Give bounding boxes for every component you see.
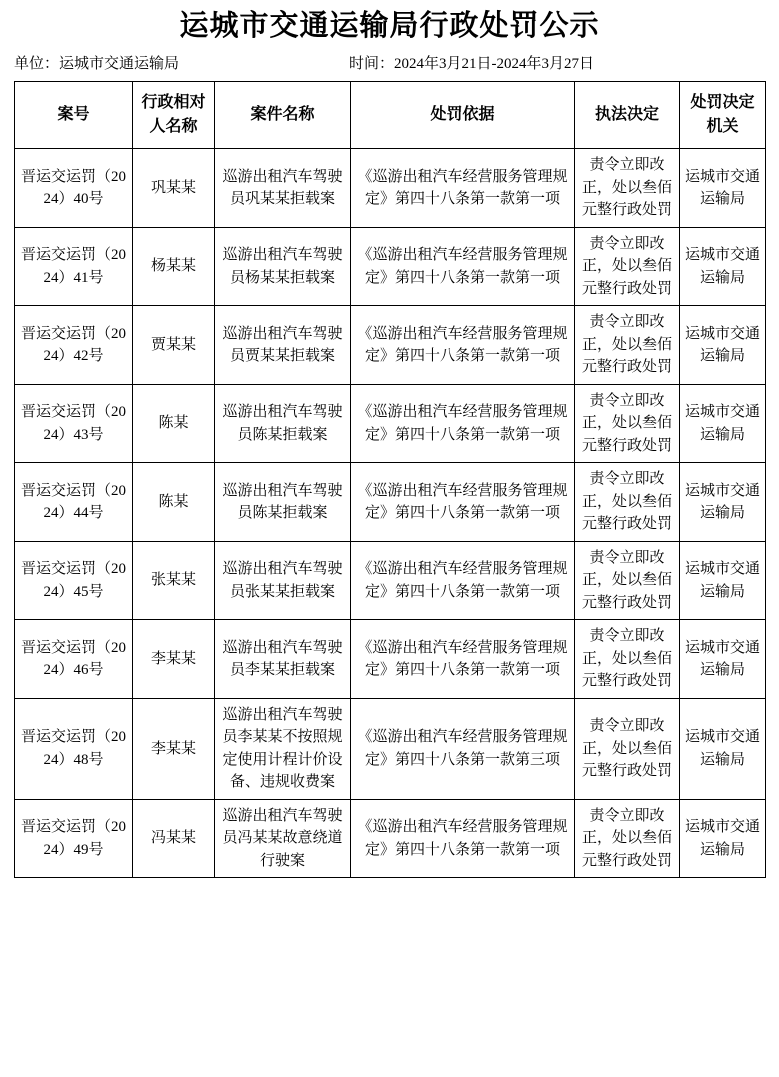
cell-decision: 责令立即改正，处以叁佰元整行政处罚: [575, 384, 680, 463]
table-row: [15, 149, 766, 228]
cell-basis: 《巡游出租汽车经营服务管理规定》第四十八条第一款第一项: [351, 306, 575, 385]
column-header-decision: 执法决定: [575, 82, 680, 149]
cell-case-name: 巡游出租汽车驾驶员陈某拒载案: [215, 384, 351, 463]
cell-basis: 《巡游出租汽车经营服务管理规定》第四十八条第一款第一项: [351, 799, 575, 878]
cell-case-no: 晋运交运罚（2024）48号: [15, 698, 133, 799]
column-header-basis: 处罚依据: [351, 82, 575, 149]
cell-case-name: 巡游出租汽车驾驶员冯某某故意绕道行驶案: [215, 799, 351, 878]
cell-org: 运城市交通运输局: [680, 799, 766, 878]
column-header-person: 行政相对人名称: [133, 82, 215, 149]
cell-basis: 《巡游出租汽车经营服务管理规定》第四十八条第一款第一项: [351, 463, 575, 542]
cell-decision: 责令立即改正，处以叁佰元整行政处罚: [575, 799, 680, 878]
cell-decision: 责令立即改正，处以叁佰元整行政处罚: [575, 149, 680, 228]
cell-org: 运城市交通运输局: [680, 620, 766, 699]
table-row: [15, 306, 766, 385]
table-header: [15, 82, 766, 149]
cell-case-name: 巡游出租汽车驾驶员李某某不按照规定使用计程计价设备、违规收费案: [215, 698, 351, 799]
cell-case-name: 巡游出租汽车驾驶员张某某拒载案: [215, 541, 351, 620]
cell-org: 运城市交通运输局: [680, 306, 766, 385]
cell-person: 贾某某: [133, 306, 215, 385]
cell-basis: 《巡游出租汽车经营服务管理规定》第四十八条第一款第三项: [351, 698, 575, 799]
cell-basis: 《巡游出租汽车经营服务管理规定》第四十八条第一款第一项: [351, 384, 575, 463]
cell-decision: 责令立即改正，处以叁佰元整行政处罚: [575, 698, 680, 799]
table-row: [15, 463, 766, 542]
table-header-row: [15, 82, 766, 149]
penalty-table: [14, 81, 766, 878]
table-body: [15, 149, 766, 878]
meta-unit: 单位：运城市交通运输局: [14, 56, 180, 73]
cell-org: 运城市交通运输局: [680, 541, 766, 620]
cell-case-no: 晋运交运罚（2024）43号: [15, 384, 133, 463]
column-header-org: 处罚决定机关: [680, 82, 766, 149]
cell-decision: 责令立即改正，处以叁佰元整行政处罚: [575, 306, 680, 385]
cell-person: 李某某: [133, 698, 215, 799]
table-row: [15, 620, 766, 699]
cell-basis: 《巡游出租汽车经营服务管理规定》第四十八条第一款第一项: [351, 620, 575, 699]
cell-decision: 责令立即改正，处以叁佰元整行政处罚: [575, 463, 680, 542]
cell-person: 陈某: [133, 384, 215, 463]
document-meta: [0, 50, 779, 81]
cell-org: 运城市交通运输局: [680, 698, 766, 799]
cell-case-no: 晋运交运罚（2024）41号: [15, 227, 133, 306]
cell-org: 运城市交通运输局: [680, 463, 766, 542]
cell-decision: 责令立即改正，处以叁佰元整行政处罚: [575, 227, 680, 306]
table-row: [15, 384, 766, 463]
cell-basis: 《巡游出租汽车经营服务管理规定》第四十八条第一款第一项: [351, 149, 575, 228]
cell-case-no: 晋运交运罚（2024）49号: [15, 799, 133, 878]
cell-case-no: 晋运交运罚（2024）40号: [15, 149, 133, 228]
cell-org: 运城市交通运输局: [680, 149, 766, 228]
cell-case-no: 晋运交运罚（2024）42号: [15, 306, 133, 385]
cell-org: 运城市交通运输局: [680, 227, 766, 306]
cell-case-name: 巡游出租汽车驾驶员李某某拒载案: [215, 620, 351, 699]
cell-basis: 《巡游出租汽车经营服务管理规定》第四十八条第一款第一项: [351, 227, 575, 306]
column-header-case-name: 案件名称: [215, 82, 351, 149]
cell-person: 杨某某: [133, 227, 215, 306]
cell-case-name: 巡游出租汽车驾驶员杨某某拒载案: [215, 227, 351, 306]
table-row: [15, 541, 766, 620]
cell-decision: 责令立即改正，处以叁佰元整行政处罚: [575, 541, 680, 620]
meta-time-range: 时间：2024年3月21日-2024年3月27日: [349, 56, 595, 73]
cell-case-name: 巡游出租汽车驾驶员巩某某拒载案: [215, 149, 351, 228]
cell-person: 李某某: [133, 620, 215, 699]
cell-case-name: 巡游出租汽车驾驶员陈某拒载案: [215, 463, 351, 542]
cell-case-no: 晋运交运罚（2024）44号: [15, 463, 133, 542]
table-row: [15, 799, 766, 878]
cell-person: 巩某某: [133, 149, 215, 228]
cell-person: 张某某: [133, 541, 215, 620]
column-header-case-no: 案号: [15, 82, 133, 149]
cell-case-no: 晋运交运罚（2024）46号: [15, 620, 133, 699]
cell-case-no: 晋运交运罚（2024）45号: [15, 541, 133, 620]
page-title: 运城市交通运输局行政处罚公示: [179, 10, 600, 42]
cell-person: 陈某: [133, 463, 215, 542]
cell-person: 冯某某: [133, 799, 215, 878]
cell-org: 运城市交通运输局: [680, 384, 766, 463]
table-row: [15, 698, 766, 799]
cell-case-name: 巡游出租汽车驾驶员贾某某拒载案: [215, 306, 351, 385]
table-row: [15, 227, 766, 306]
cell-basis: 《巡游出租汽车经营服务管理规定》第四十八条第一款第一项: [351, 541, 575, 620]
cell-decision: 责令立即改正，处以叁佰元整行政处罚: [575, 620, 680, 699]
